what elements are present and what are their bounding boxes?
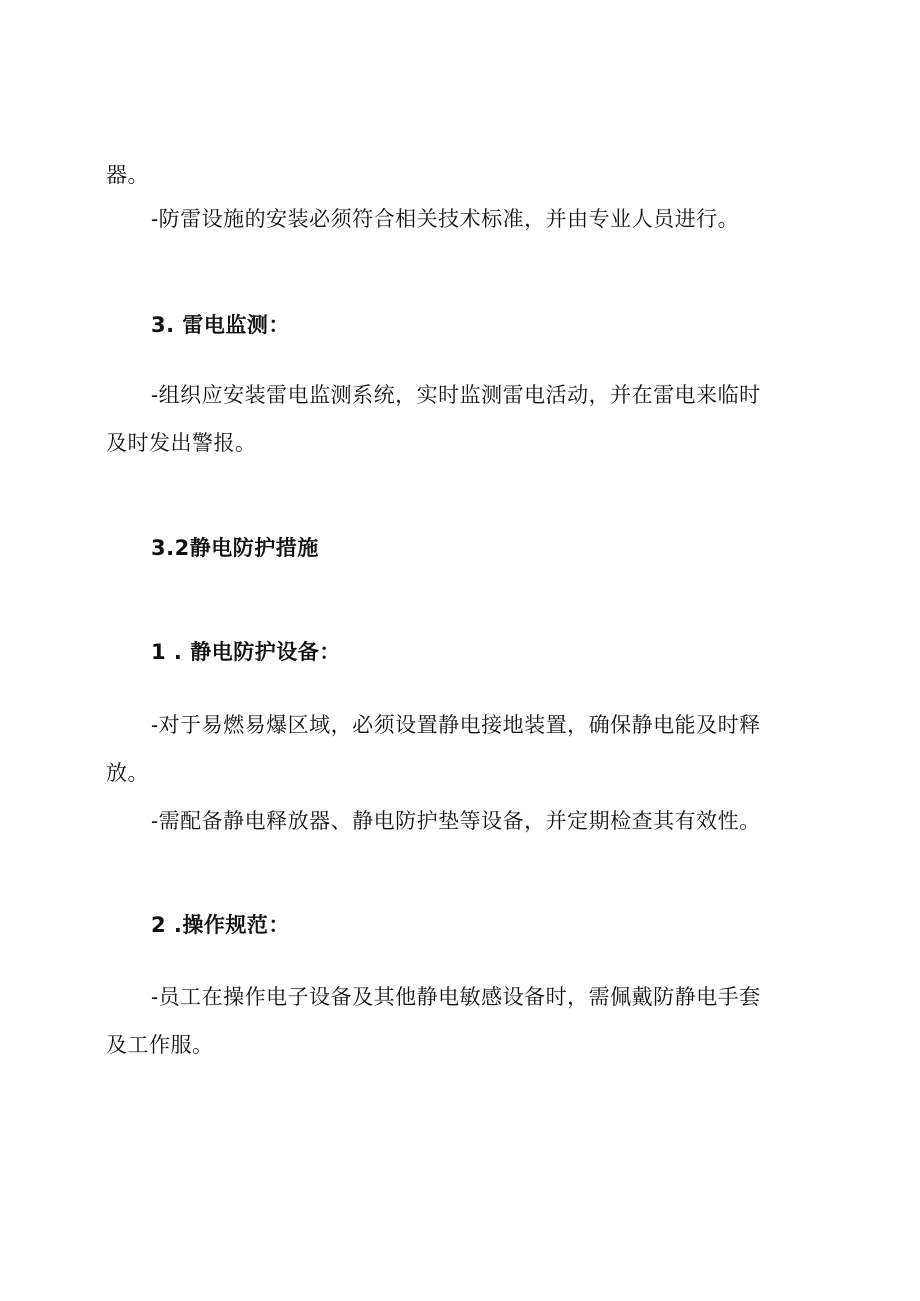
- body-text-workwear: 及工作服。: [106, 1033, 214, 1057]
- body-text-lightning-installation: -防雷设施的安装必须符合相关技术标准，并由专业人员进行。: [151, 207, 740, 231]
- body-text-continuation: 器。: [106, 163, 149, 187]
- section-heading-electrostatic-protection: 3.2静电防护措施: [151, 536, 319, 560]
- heading-lightning-monitoring: 3. 雷电监测：: [151, 313, 290, 337]
- heading-operating-rules: 2 .操作规范：: [151, 913, 290, 937]
- body-text-monitoring-system: -组织应安装雷电监测系统，实时监测雷电活动，并在雷电来临时: [151, 383, 761, 407]
- body-text-equipment-inspection: -需配备静电释放器、静电防护垫等设备，并定期检查其有效性。: [151, 809, 761, 833]
- body-text-grounding-continuation: 放。: [106, 761, 149, 785]
- body-text-antistatic-gloves: -员工在操作电子设备及其他静电敏感设备时，需佩戴防静电手套: [151, 985, 761, 1009]
- heading-electrostatic-equipment: 1 . 静电防护设备：: [151, 640, 341, 664]
- body-text-monitoring-alarm: 及时发出警报。: [106, 431, 257, 455]
- body-text-grounding-device: -对于易燃易爆区域，必须设置静电接地装置，确保静电能及时释: [151, 713, 761, 737]
